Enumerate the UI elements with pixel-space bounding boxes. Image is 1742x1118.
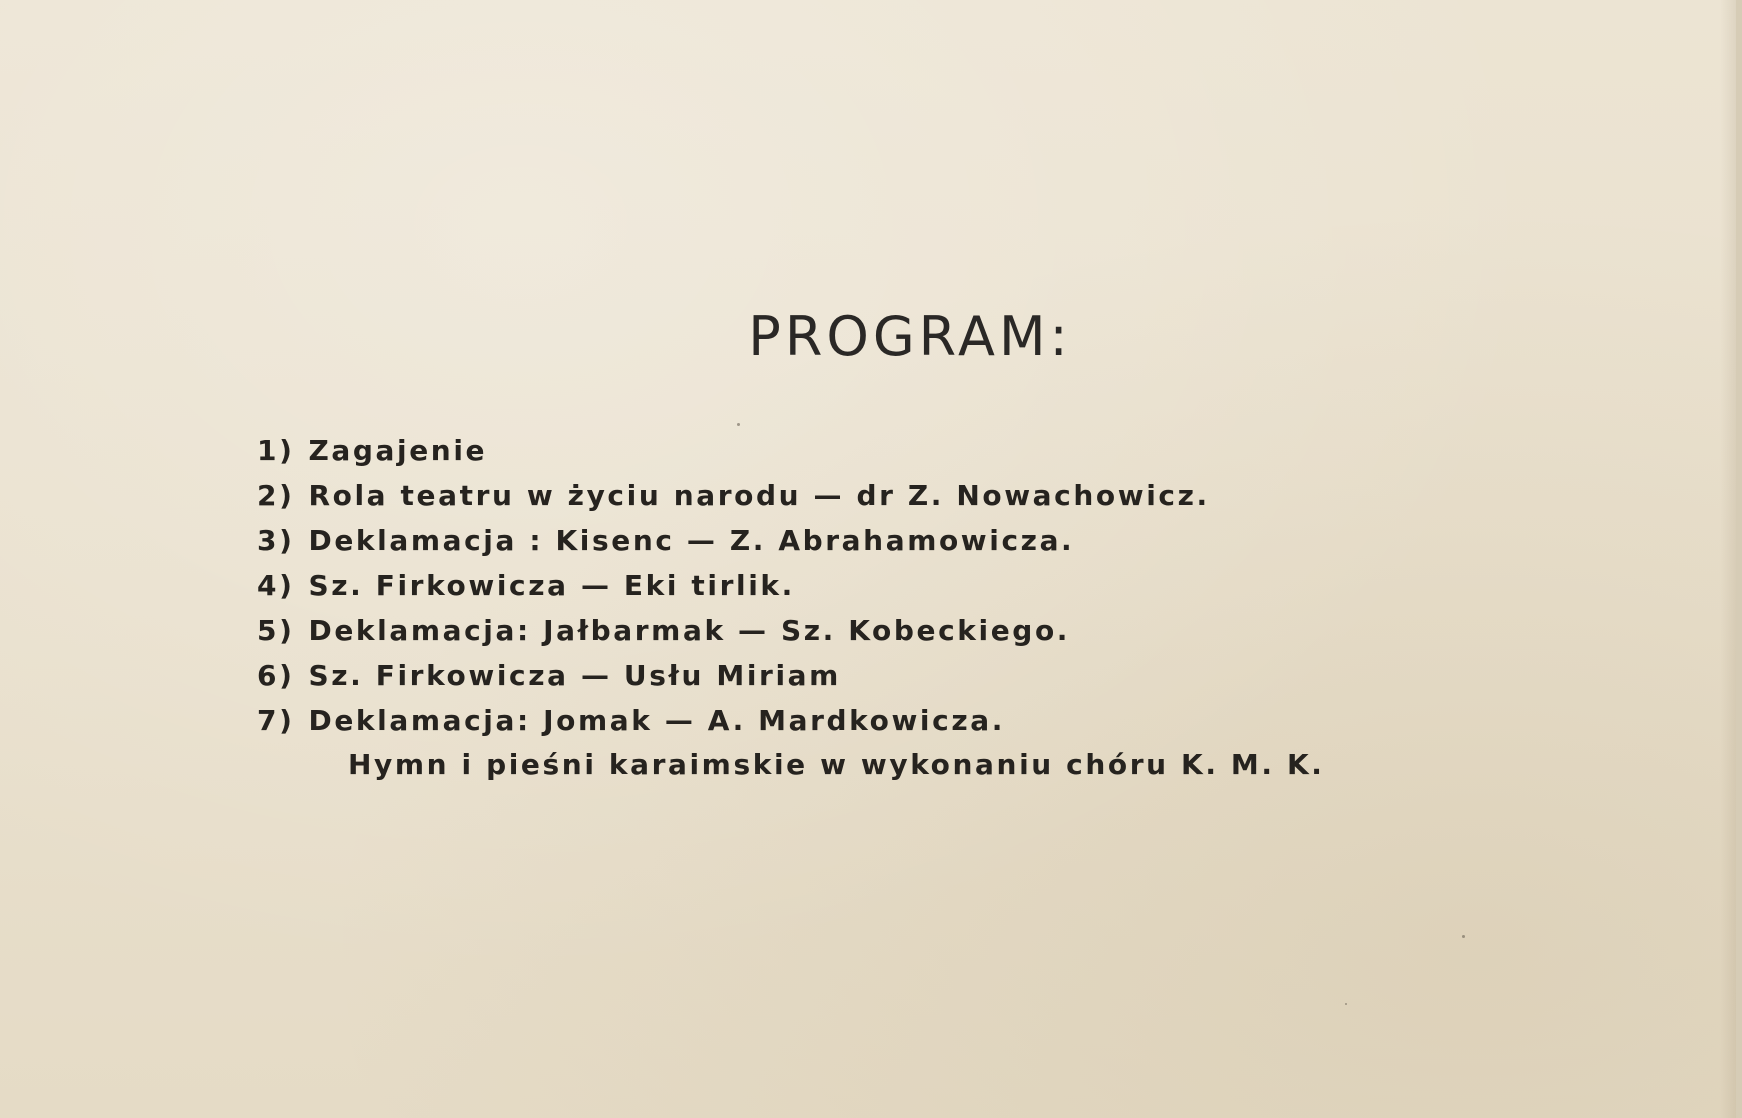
program-item: [257, 428, 1210, 473]
item-number: 4): [257, 569, 295, 602]
item-text: Sz. Firkowicza — Eki tirlik.: [308, 569, 795, 602]
program-list: [257, 428, 1210, 743]
item-number: 1): [257, 434, 295, 467]
item-text: Deklamacja: Jomak — A. Mardkowicza.: [308, 704, 1005, 737]
item-number: 6): [257, 659, 295, 692]
program-item: [257, 563, 1210, 608]
item-text: Sz. Firkowicza — Usłu Miriam: [308, 659, 841, 692]
program-item: [257, 608, 1210, 653]
item-number: 2): [257, 479, 295, 512]
item-number: 3): [257, 524, 295, 557]
item-text: Deklamacja: Jałbarmak — Sz. Kobeckiego.: [308, 614, 1071, 647]
closing-line: Hymn i pieśni karaimskie w wykonaniu chóru K. M. K.: [348, 748, 1325, 781]
item-text: Deklamacja : Kisenc — Z. Abrahamowicza.: [308, 524, 1075, 557]
program-item: [257, 698, 1210, 743]
program-item: [257, 473, 1210, 518]
program-title: PROGRAM:: [748, 305, 1072, 368]
program-item: [257, 653, 1210, 698]
item-number: 7): [257, 704, 295, 737]
item-number: 5): [257, 614, 295, 647]
item-text: Zagajenie: [308, 434, 488, 467]
item-text: Rola teatru w życiu narodu — dr Z. Nowachowicz.: [308, 479, 1210, 512]
paper-speck: [1345, 1003, 1347, 1005]
program-item: [257, 518, 1210, 563]
paper-speck: [1462, 935, 1465, 938]
paper-speck: [737, 423, 740, 426]
